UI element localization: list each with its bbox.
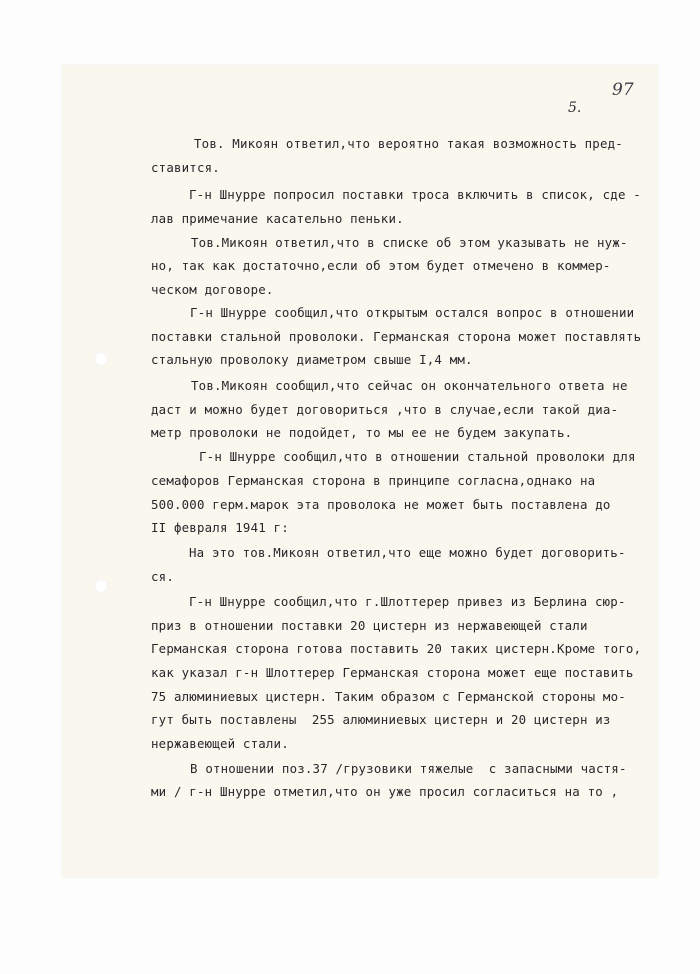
text-line: ся. (151, 569, 174, 584)
text-line: 500.000 герм.марок эта проволока не может быть поставлена до (151, 497, 611, 512)
text-line: нержавеющей стали. (151, 736, 289, 751)
text-line: Г-н Шнурре попросил поставки троса включить в список, сде - (189, 187, 641, 202)
text-line: Германская сторона готова поставить 20 таких цистерн.Кроме того, (151, 641, 642, 656)
text-line: Г-н Шнурре сообщил,что открытым остался вопрос в отношении (190, 305, 635, 320)
text-line: Г-н Шнурре сообщил,что в отношении стальной проволоки для (199, 449, 636, 464)
text-line: ческом договоре. (151, 282, 274, 297)
text-line: ми / г-н Шнурре отметил,что он уже просил согласиться на то , (151, 784, 619, 799)
text-line: Тов.Микоян ответил,что в списке об этом указывать не нуж- (191, 235, 628, 250)
text-line: лав примечание касательно пеньки. (151, 211, 404, 226)
text-line: но, так как достаточно,если об этом будет отмечено в коммер- (151, 258, 611, 273)
text-line: даст и можно будет договориться ,что в случае,если такой диа- (151, 402, 619, 417)
text-line: семафоров Германская сторона в принципе согласна,однако на (151, 473, 596, 488)
text-line: Тов.Микоян сообщил,что сейчас он окончательного ответа не (191, 378, 628, 393)
text-line: 75 алюминиевых цистерн. Таким образом с Германской стороны мо- (151, 689, 626, 704)
archive-number: 97 (612, 80, 634, 100)
punch-hole-bottom (94, 579, 108, 593)
text-line: гут быть поставлены 255 алюминиевых цистерн и 20 цистерн из (151, 712, 611, 727)
text-line: II февраля 1941 г: (151, 520, 289, 535)
text-line: метр проволоки не подойдет, то мы ее не будем закупать. (151, 425, 573, 440)
text-line: ставится. (151, 160, 220, 175)
text-line: стальную проволоку диаметром свыше I,4 мм. (151, 352, 473, 367)
text-line: Г-н Шнурре сообщил,что г.Шлоттерер привез из Берлина сюр- (189, 594, 626, 609)
page-number: 5. (568, 100, 582, 116)
text-line: приз в отношении поставки 20 цистерн из нержавеющей стали (151, 618, 588, 633)
punch-hole-top (94, 352, 108, 366)
text-line: В отношении поз.37 /грузовики тяжелые с запасными частя- (190, 761, 627, 776)
text-line: поставки стальной проволоки. Германская сторона может поставлять (151, 329, 642, 344)
text-line: Тов. Микоян ответил,что вероятно такая возможность пред- (194, 136, 623, 151)
text-line: как указал г-н Шлоттерер Германская сторона может еще поставить (151, 665, 634, 680)
text-line: На это тов.Микоян ответил,что еще можно будет договорить- (189, 545, 626, 560)
